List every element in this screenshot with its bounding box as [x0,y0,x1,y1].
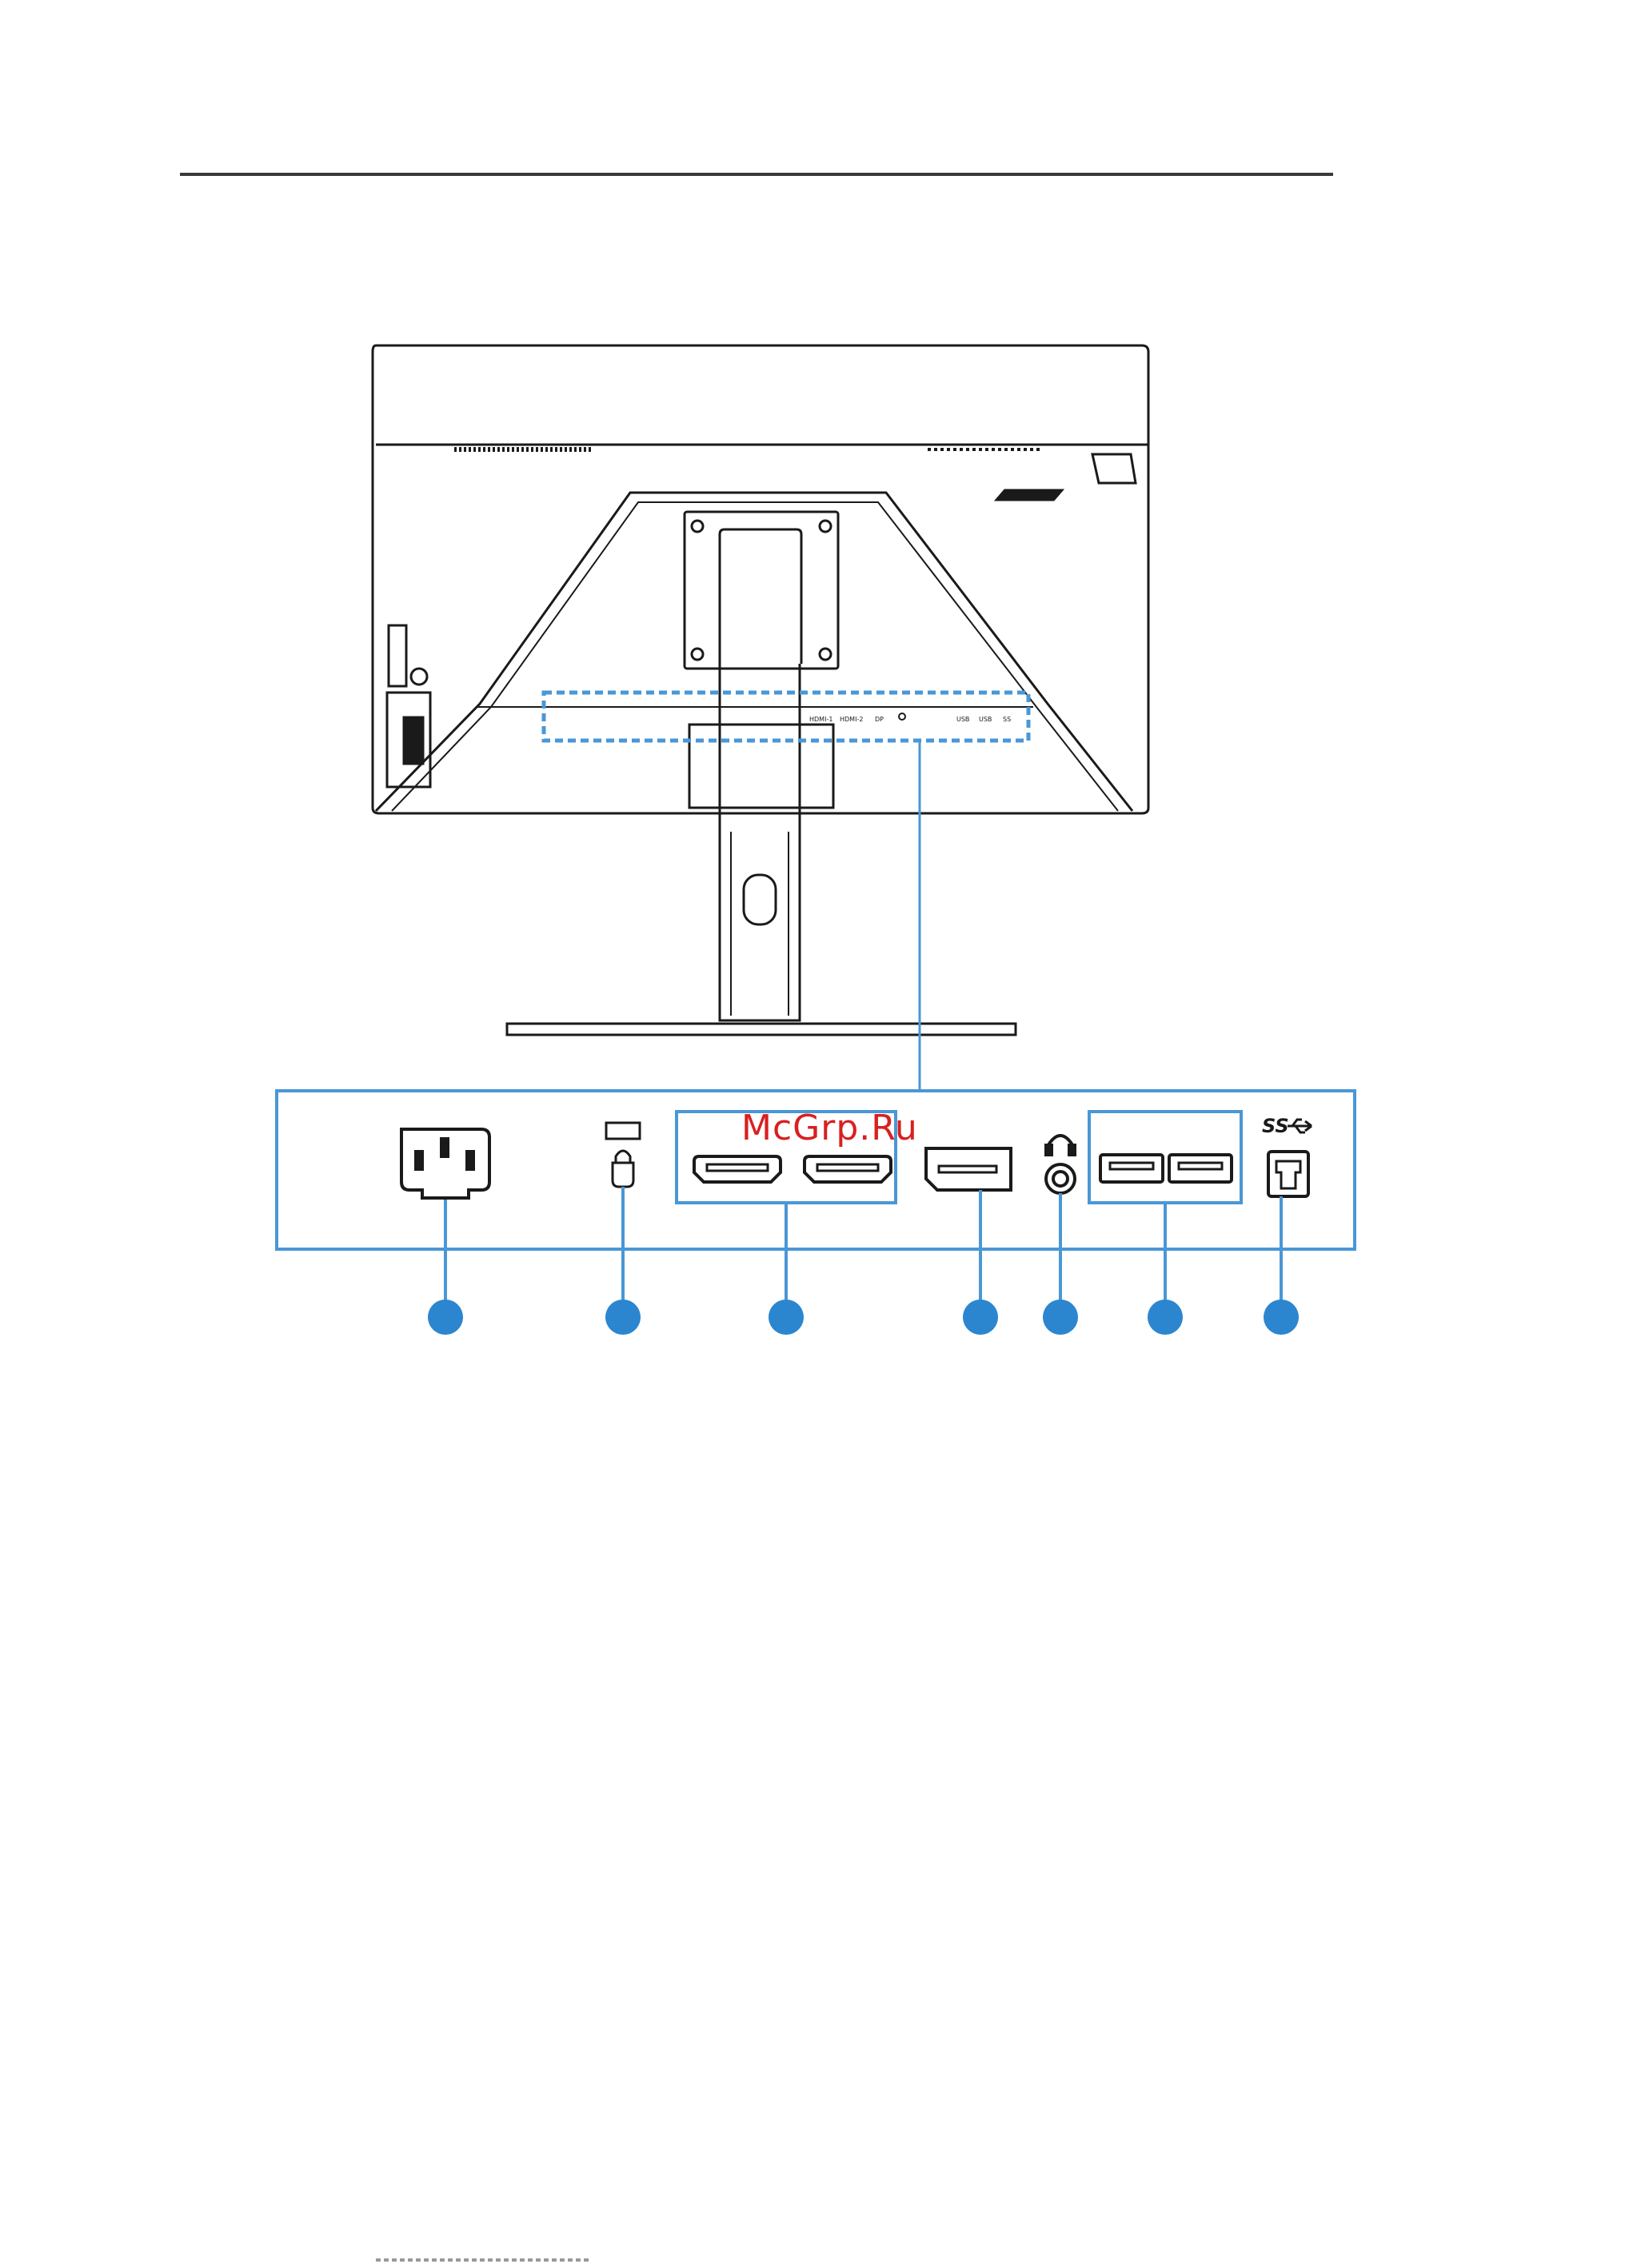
back-label-dp: DP [875,716,884,723]
callout-3-hdmi [769,1300,804,1335]
usb-b-port-icon [1268,1152,1308,1196]
callout-7-usb-up [1264,1300,1299,1335]
footer-scan-mark [376,2258,592,2262]
usb-trident-icon [1288,1120,1312,1132]
monitor-rear-illustration [373,345,1148,1035]
callout-4-displayport [963,1300,998,1335]
back-label-usb-2: USB [979,716,992,723]
back-label-hdmi2: HDMI-2 [840,716,864,723]
usb-group-box [1089,1112,1241,1203]
callout-6-usb-down [1148,1300,1183,1335]
back-label-ss: SS [1003,716,1012,723]
callout-2-kensington [605,1300,641,1335]
kensington-slot-icon [606,1123,640,1139]
kensington-lock-icon [613,1163,633,1187]
callout-1-power [428,1300,463,1335]
usb-superspeed-label: SS [1262,1115,1289,1137]
rear-bulge [376,493,1132,811]
stand-base [507,1024,1016,1035]
earphone-jack-icon [1046,1164,1075,1193]
watermark-text: McGrp.Ru [741,1108,918,1148]
logo-panel [995,489,1064,501]
monitor-housing [373,345,1148,813]
back-label-hdmi1: HDMI-1 [809,716,833,723]
back-label-usb-1: USB [956,716,970,723]
stand-neck [720,529,801,664]
callout-5-earphone [1043,1300,1078,1335]
vesa-mount-plate [685,512,838,669]
